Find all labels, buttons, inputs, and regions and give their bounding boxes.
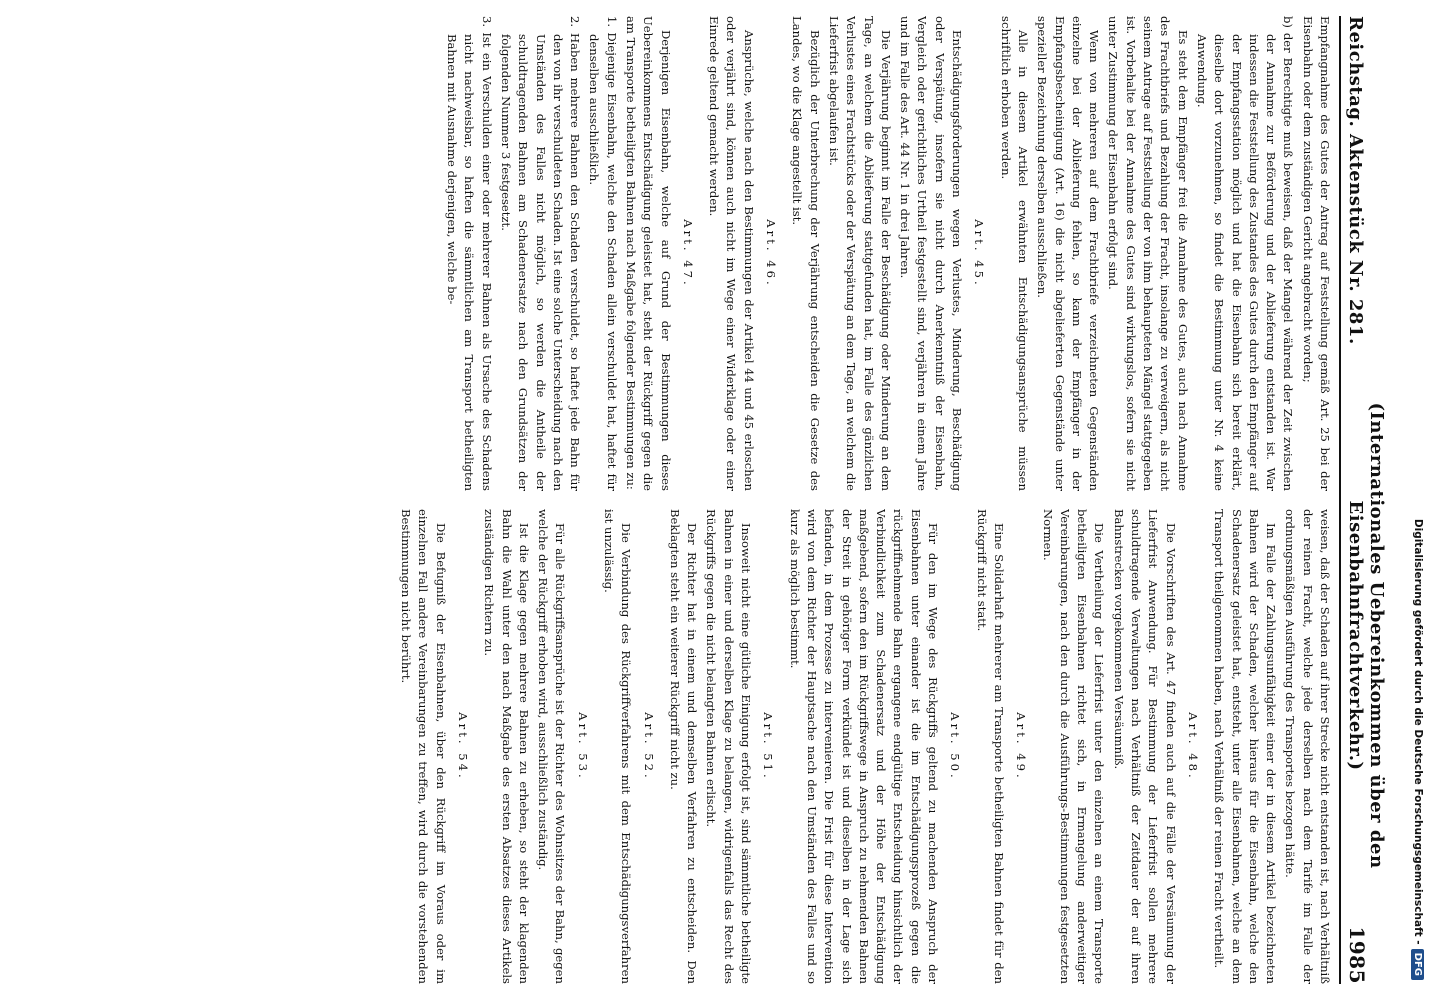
list-item: 1. Diejenige Eisenbahn, welche den Schaden allein verschuldet hat, haftet für denselben ausschließlich. bbox=[587, 16, 619, 491]
paragraph: Entschädigungsforderungen wegen Verlustes, Minderung, Beschädigung oder Verspätung, insofern sie nicht durch Anerkenntniß der Eisenbahn, Vergleich oder gerichtliches Urtheil festgestellt sind, verjähren in einem Jahre und im Falle des Art. 44 Nr. 1 in drei Jahren. bbox=[898, 16, 965, 491]
dfg-logo: DFG bbox=[1412, 949, 1425, 980]
paragraph: Insoweit nicht eine gütliche Einigung erfolgt ist, sind sämmtliche betheiligte Bahnen in einer und derselben Klage zu belangen, widrigenfalls das Recht des Rückgriffs gegen die nicht belangten Bahnen erlischt. bbox=[704, 509, 754, 984]
article-heading: Art. 51. bbox=[761, 712, 776, 781]
page-number: 1985 bbox=[1345, 926, 1369, 984]
paragraph: Im Falle der Zahlungsunfähigkeit einer der in diesem Artikel bezeichneten Bahnen wird der Schaden, welcher hieraus für die Eisenbahn, welche den Schadenersatz geleistet hat, entsteht, unter alle Eisenbahnen, welche an dem Transport theilgenommen haben, nach Verhältniß der reinen Fracht vertheilt. bbox=[1212, 509, 1279, 984]
article-heading: Art. 52. bbox=[641, 712, 656, 781]
article-heading: Art. 47. bbox=[680, 219, 695, 288]
article-heading: Art. 54. bbox=[455, 712, 470, 781]
article-heading: Art. 46. bbox=[764, 219, 779, 288]
header-title: (Internationales Uebereinkommen über den Eisenbahnfrachtverkehr.) bbox=[1345, 402, 1387, 869]
paragraph: Derjenigen Eisenbahn, welche auf Grund der Bestimmungen dieses Uebereinkommens Entschädigung geleistet hat, steht der Rückgriff gegen die am Transporte betheiligten Bahnen nach Maßgabe folgender Bestimmungen zu: bbox=[624, 16, 673, 491]
page-header bbox=[1339, 16, 1389, 984]
paragraph: Es steht dem Empfänger frei die Annahme des Gutes, auch nach Annahme des Frachtbriefs und Bezahlung der Fracht, insolange zu verweigern, als nicht seinem Antrage auf Feststellung der von ihm behaupteten Mängel stattgegeben ist. Vorbehalte bei der Annahme des Gutes sind wirkungslos, sofern sie nicht unter Zustimmung der Eisenbahn erfolgt sind. bbox=[1106, 16, 1190, 491]
paragraph: Die Befugniß der Eisenbahnen, über den Rückgriff im Voraus oder im einzelnen Fall andere Vereinbarungen zu treffen, wird durch die vorstehenden Bestimmungen nicht berührt. bbox=[399, 509, 448, 984]
paragraph: Empfangnahme des Gutes der Antrag auf Feststellung gemäß Art. 25 bei der Eisenbahn oder dem zuständigen Gericht angebracht worden; bbox=[1300, 16, 1332, 491]
paragraph: Alle in diesem Artikel erwähnten Entschädigungsansprüche müssen schriftlich erhoben werden. bbox=[998, 16, 1030, 491]
list-item: 3. Ist ein Verschulden einer oder mehrerer Bahnen als Ursache des Schadens nicht nachweisbar, so haften die sämmtlichen am Transport betheiligten Bahnen mit Ausnahme derjenigen, welche be- bbox=[445, 16, 494, 491]
paragraph: Ansprüche, welche nach den Bestimmungen der Artikel 44 und 45 erloschen oder verjährt sind, können auch nicht im Wege einer Widerklage oder einer Einrede geltend gemacht werden. bbox=[707, 16, 756, 491]
list-item: b) der Berechtigte muß beweisen, daß der Mangel während der Zeit zwischen der Annahme zur Beförderung und der Ablieferung entstanden ist. War indessen die Feststellung des Zustandes des Gutes durch den Empfänger auf der Empfangsstation möglich und hat die Eisenbahn sich bereit erklärt, dieselbe dort vorzunehmen, so findet die Bestimmung unter Nr. 4 keine Anwendung. bbox=[1194, 16, 1296, 491]
paragraph: Wenn von mehreren auf dem Frachtbriefe verzeichneten Gegenständen einzelne bei der Ablieferung fehlen, so kann der Empfänger in der Empfangsbescheinigung (Art. 16) die nicht abgelieferten Gegenstände unter spezieller Bezeichnung derselben ausschließen. bbox=[1035, 16, 1102, 491]
article-heading: Art. 49. bbox=[1014, 712, 1029, 781]
paragraph: Eine Solidarhaft mehrerer am Transporte betheiligten Bahnen findet für den Rückgriff nicht statt. bbox=[974, 509, 1006, 984]
paragraph: Die Vertheilung der Lieferfrist unter den einzelnen an einem Transporte betheiligten Eisenbahnen richtet sich, in Ermangelung anderweitiger Vereinbarungen, nach den durch die Ausführungs-Bestimmungen festgesetzten Normen. bbox=[1040, 509, 1107, 984]
article-heading: Art. 53. bbox=[575, 712, 590, 781]
left-column bbox=[15, 16, 1333, 491]
right-column bbox=[15, 509, 1333, 984]
text-columns bbox=[15, 16, 1333, 984]
header-left: Reichstag. Aktenstück Nr. 281. bbox=[1345, 16, 1366, 345]
article-heading: Art. 50. bbox=[948, 712, 963, 781]
paragraph: Ist die Klage gegen mehrere Bahnen zu erheben, so steht der klagenden Bahn die Wahl unter den nach Maßgabe des ersten Absatzes dieses Artikels zuständigen Richtern zu. bbox=[482, 509, 531, 984]
paragraph: Die Verbindung des Rückgriffverfahrens mit dem Entschädigungsverfahren ist unzulässig. bbox=[602, 509, 634, 984]
paragraph: Für den im Wege des Rückgriffs geltend zu machenden Anspruch der Eisenbahnen unter einander ist die im Entschädigungsprozeß gegen die rückgriffnehmende Bahn ergangene endgültige Entscheidung hinsichtlich der Verbindlichkeit zum Schadenersatz und der Höhe der Entschädigung maßgebend, sofern den im Rückgriffswege in Anspruch zu nehmenden Bahnen der Streit in gehöriger Form verkündet ist und dieselben in der Lage sich befanden, in dem Prozesse zu intervenieren. Die Frist für diese Intervention wird von dem Richter der Hauptsache nach den Umständen des Falles und so kurz als möglich bestimmt. bbox=[787, 509, 941, 984]
paragraph: weisen, daß der Schaden auf ihrer Strecke nicht entstanden ist, nach Verhältniß der reinen Fracht, welche jede derselben nach dem Tarife im Falle der ordnungsmäßigen Ausführung des Transportes bezogen hätte. bbox=[1283, 509, 1332, 984]
article-heading: Art. 48. bbox=[1185, 712, 1200, 781]
paragraph: Die Verjährung beginnt im Falle der Beschädigung oder Minderung an dem Tage, an welchem die Ablieferung stattgefunden hat, im Falle des gänzlichen Verlustes eines Frachtstücks oder der Verspätung an dem Tage, an welchem die Lieferfrist abgelaufen ist. bbox=[826, 16, 893, 491]
paragraph: Die Vorschriften des Art. 47 finden auch auf die Fälle der Versäumung der Lieferfrist Anwendung. Für Bestimmung der Lieferfrist sollen mehrere schuldtragende Verwaltungen nach Verhältniß der Zeitdauer der auf ihren Bahnstrecken vorgekommenen Versäumniß. bbox=[1111, 509, 1178, 984]
digitization-credit bbox=[1408, 20, 1432, 980]
paragraph: Bezüglich der Unterbrechung der Verjährung entscheiden die Gesetze des Landes, wo die Klage angestellt ist. bbox=[790, 16, 822, 491]
article-heading: Art. 45. bbox=[972, 219, 987, 288]
list-item: 2. Haben mehrere Bahnen den Schaden verschuldet, so haftet jede Bahn für den von ihr verschuldeten Schaden. Ist eine solche Unterscheidung nach den Umständen des Falles nicht möglich, so werden die Antheile der schuldtragenden Bahnen am Schadenersatze nach den Grundsätzen der folgenden Nummer 3 festgesetzt. bbox=[498, 16, 583, 491]
credit-text: Digitalisierung gefördert durch die Deutsche Forschungsgemeinschaft - bbox=[1412, 518, 1424, 945]
paragraph: Für alle Rückgriffsansprüche ist der Richter des Wohnsitzes der Bahn, gegen welche der Rückgriff erhoben wird, ausschließlich zuständig. bbox=[536, 509, 568, 984]
paragraph: Der Richter hat in einem und demselben Verfahren zu entscheiden. Den Beklagten steht ein weiterer Rückgriff nicht zu. bbox=[667, 509, 700, 984]
scanned-page bbox=[5, 0, 1395, 1000]
